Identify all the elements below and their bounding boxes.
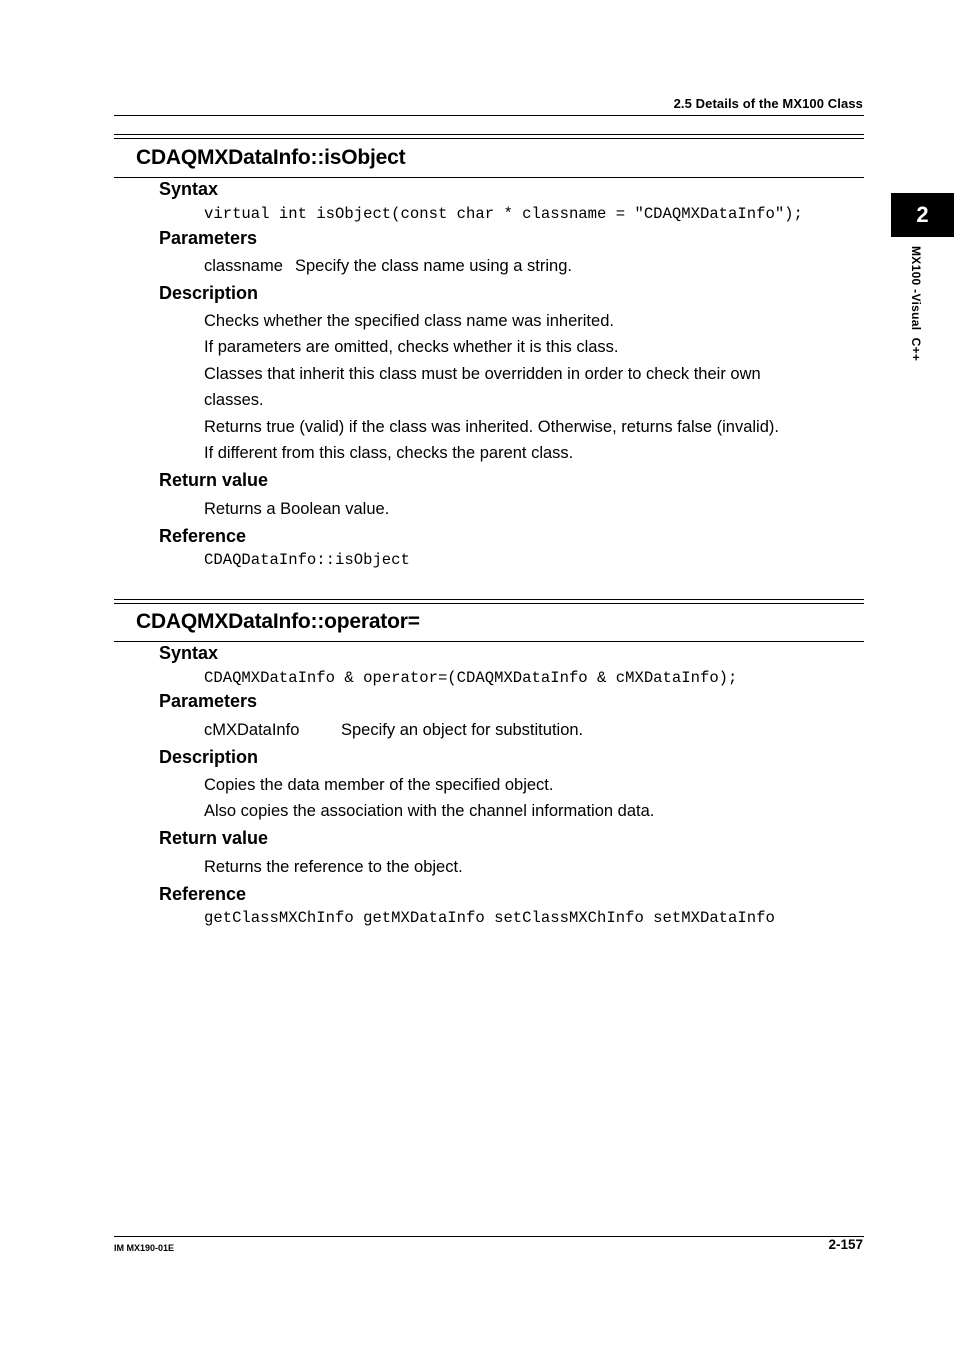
syntax-heading: Syntax	[159, 643, 219, 663]
return-value-heading: Return value	[159, 470, 269, 490]
section-title-underline	[114, 177, 864, 178]
reference-heading: Reference	[159, 884, 247, 904]
reference-code: CDAQDataInfo::isObject	[204, 551, 410, 569]
parameters-heading: Parameters	[159, 228, 258, 248]
footer-rule	[114, 1236, 864, 1237]
param-name: classname	[204, 257, 283, 275]
page-number: 2-157	[828, 1237, 863, 1252]
return-value-text: Returns the reference to the object.	[204, 858, 463, 876]
syntax-code: CDAQMXDataInfo & operator=(CDAQMXDataInfo & cMXDataInfo);	[204, 669, 738, 687]
chapter-tab: 2	[891, 193, 954, 237]
description-line: Classes that inherit this class must be overridden in order to check their own	[204, 365, 761, 383]
param-description: Specify an object for substitution.	[341, 721, 584, 739]
description-line: Returns true (valid) if the class was inherited. Otherwise, returns false (invalid).	[204, 418, 779, 436]
syntax-code: virtual int isObject(const char * classname = "CDAQMXDataInfo");	[204, 205, 803, 223]
document-id: IM MX190-01E	[114, 1243, 175, 1253]
reference-heading: Reference	[159, 526, 247, 546]
description-line: If different from this class, checks the parent class.	[204, 444, 574, 462]
header-rule	[114, 115, 864, 116]
description-heading: Description	[159, 283, 259, 303]
section-double-rule-bottom	[114, 603, 864, 604]
section-title-underline	[114, 641, 864, 642]
description-heading: Description	[159, 747, 259, 767]
section-double-rule-bottom	[114, 138, 864, 139]
description-line: If parameters are omitted, checks whether it is this class.	[204, 338, 619, 356]
section-double-rule-top	[114, 134, 864, 135]
description-line: Copies the data member of the specified object.	[204, 776, 554, 794]
description-line: Checks whether the specified class name was inherited.	[204, 312, 614, 330]
param-name: cMXDataInfo	[204, 721, 300, 739]
param-description: Specify the class name using a string.	[295, 257, 572, 275]
section-double-rule-top	[114, 599, 864, 600]
description-line: classes.	[204, 391, 264, 409]
chapter-side-label: MX100 -Visual C++	[909, 246, 923, 362]
return-value-text: Returns a Boolean value.	[204, 500, 390, 518]
running-header: 2.5 Details of the MX100 Class	[673, 96, 863, 111]
reference-code: getClassMXChInfo getMXDataInfo setClassMXChInfo setMXDataInfo	[204, 909, 775, 927]
return-value-heading: Return value	[159, 828, 269, 848]
description-line: Also copies the association with the channel information data.	[204, 802, 655, 820]
section-title: CDAQMXDataInfo::operator=	[136, 610, 420, 633]
parameters-heading: Parameters	[159, 691, 258, 711]
syntax-heading: Syntax	[159, 179, 219, 199]
section-title: CDAQMXDataInfo::isObject	[136, 146, 406, 169]
